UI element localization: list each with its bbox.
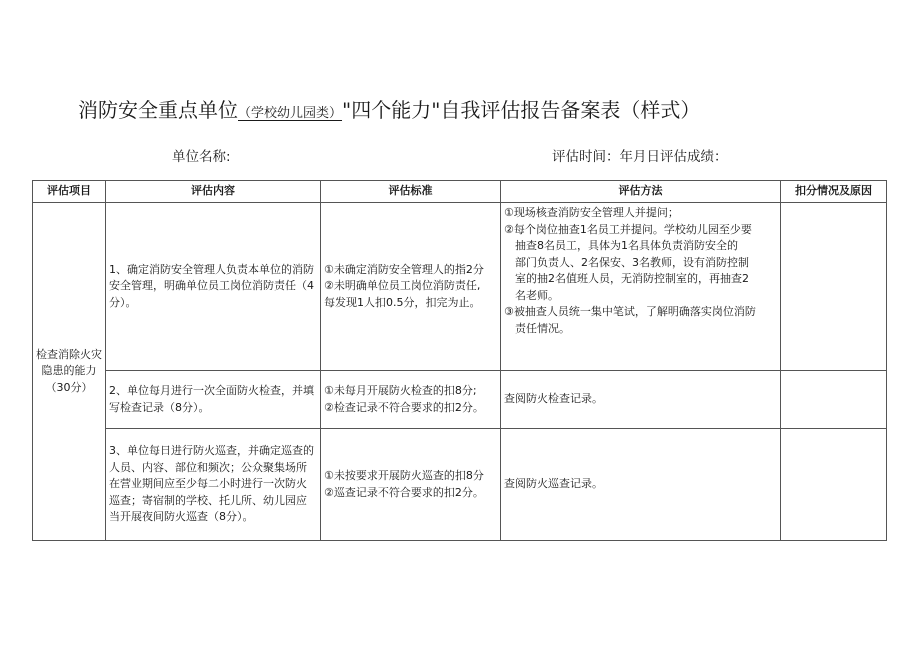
- method-line: 室的抽2名值班人员，无消防控制室的，再抽查2: [515, 272, 749, 285]
- header-project: 评估项目: [33, 181, 106, 203]
- standard-line: ①未每月开展防火检查的扣8分;: [324, 384, 477, 397]
- content-cell: 1、确定消防安全管理人负责本单位的消防安全管理，明确单位员工岗位消防责任（4分）。: [106, 203, 321, 371]
- standard-cell: [321, 371, 501, 429]
- header-deduction: 扣分情况及原因: [781, 181, 887, 203]
- standard-cell: [321, 429, 501, 541]
- standard-cell: [321, 203, 501, 371]
- method-line: 查阅防火检查记录。: [504, 392, 603, 406]
- method-cell: [501, 429, 781, 541]
- title-main-a: 消防安全重点单位: [78, 98, 238, 122]
- method-line: 责任情况。: [515, 321, 570, 335]
- method-line: 抽查8名员工，具体为1名具体负责消防安全的: [515, 239, 738, 252]
- deduction-cell: [781, 371, 887, 429]
- header-standard: 评估标准: [321, 181, 501, 203]
- method-line: 查阅防火巡查记录。: [504, 477, 603, 491]
- method-line: ③被抽查人员统一集中笔试，了解明确落实岗位消防: [504, 305, 756, 318]
- standard-line: 每发现1人扣0.5分，扣完为止。: [324, 295, 481, 309]
- header-method: 评估方法: [501, 181, 781, 203]
- method-line: ①现场核查消防安全管理人并提问；: [504, 206, 679, 219]
- header-content: 评估内容: [106, 181, 321, 203]
- standard-line: ②巡查记录不符合要求的扣2分。: [324, 485, 484, 499]
- unit-name-label: 单位名称:: [172, 149, 231, 165]
- document-title: [78, 96, 838, 128]
- content-cell: 2、单位每月进行一次全面防火检查，并填写检查记录（8分）。: [106, 371, 321, 429]
- table-row: [33, 371, 887, 429]
- method-line: ②每个岗位抽查1名员工并提问。学校幼儿园至少要: [504, 222, 752, 236]
- table-row: [33, 429, 887, 541]
- project-cell: 检查消除火灾隐患的能力（30分）: [33, 203, 106, 541]
- content-cell: 3、单位每日进行防火巡查，并确定巡查的人员、内容、部位和频次；公众聚集场所在营业期间应至少每二小时进行一次防火巡查；寄宿制的学校、托儿所、幼儿园应当开展夜间防火巡查（8分）。: [106, 429, 321, 541]
- method-line: 名老师。: [515, 288, 559, 302]
- standard-line: ①未确定消防安全管理人的指2分: [324, 262, 484, 276]
- standard-line: ②未明确单位员工岗位消防责任,: [324, 279, 481, 293]
- table-row: [33, 203, 887, 371]
- evaluation-table: [32, 180, 887, 541]
- title-subtitle: （学校幼儿园类）: [238, 106, 343, 121]
- evaluation-info-label: 评估时间：年月日评估成绩：: [552, 149, 728, 165]
- standard-line: ①未按要求开展防火巡查的扣8分: [324, 469, 484, 482]
- standard-line: ②检查记录不符合要求的扣2分。: [324, 400, 484, 414]
- deduction-cell: [781, 429, 887, 541]
- method-line: 部门负责人、2名保安、3名教师，设有消防控制: [515, 255, 749, 269]
- deduction-cell: [781, 203, 887, 371]
- method-cell: [501, 203, 781, 371]
- title-main-b: "四个能力"自我评估报告备案表（样式）: [342, 98, 701, 122]
- method-cell: [501, 371, 781, 429]
- table-header-row: [33, 181, 887, 203]
